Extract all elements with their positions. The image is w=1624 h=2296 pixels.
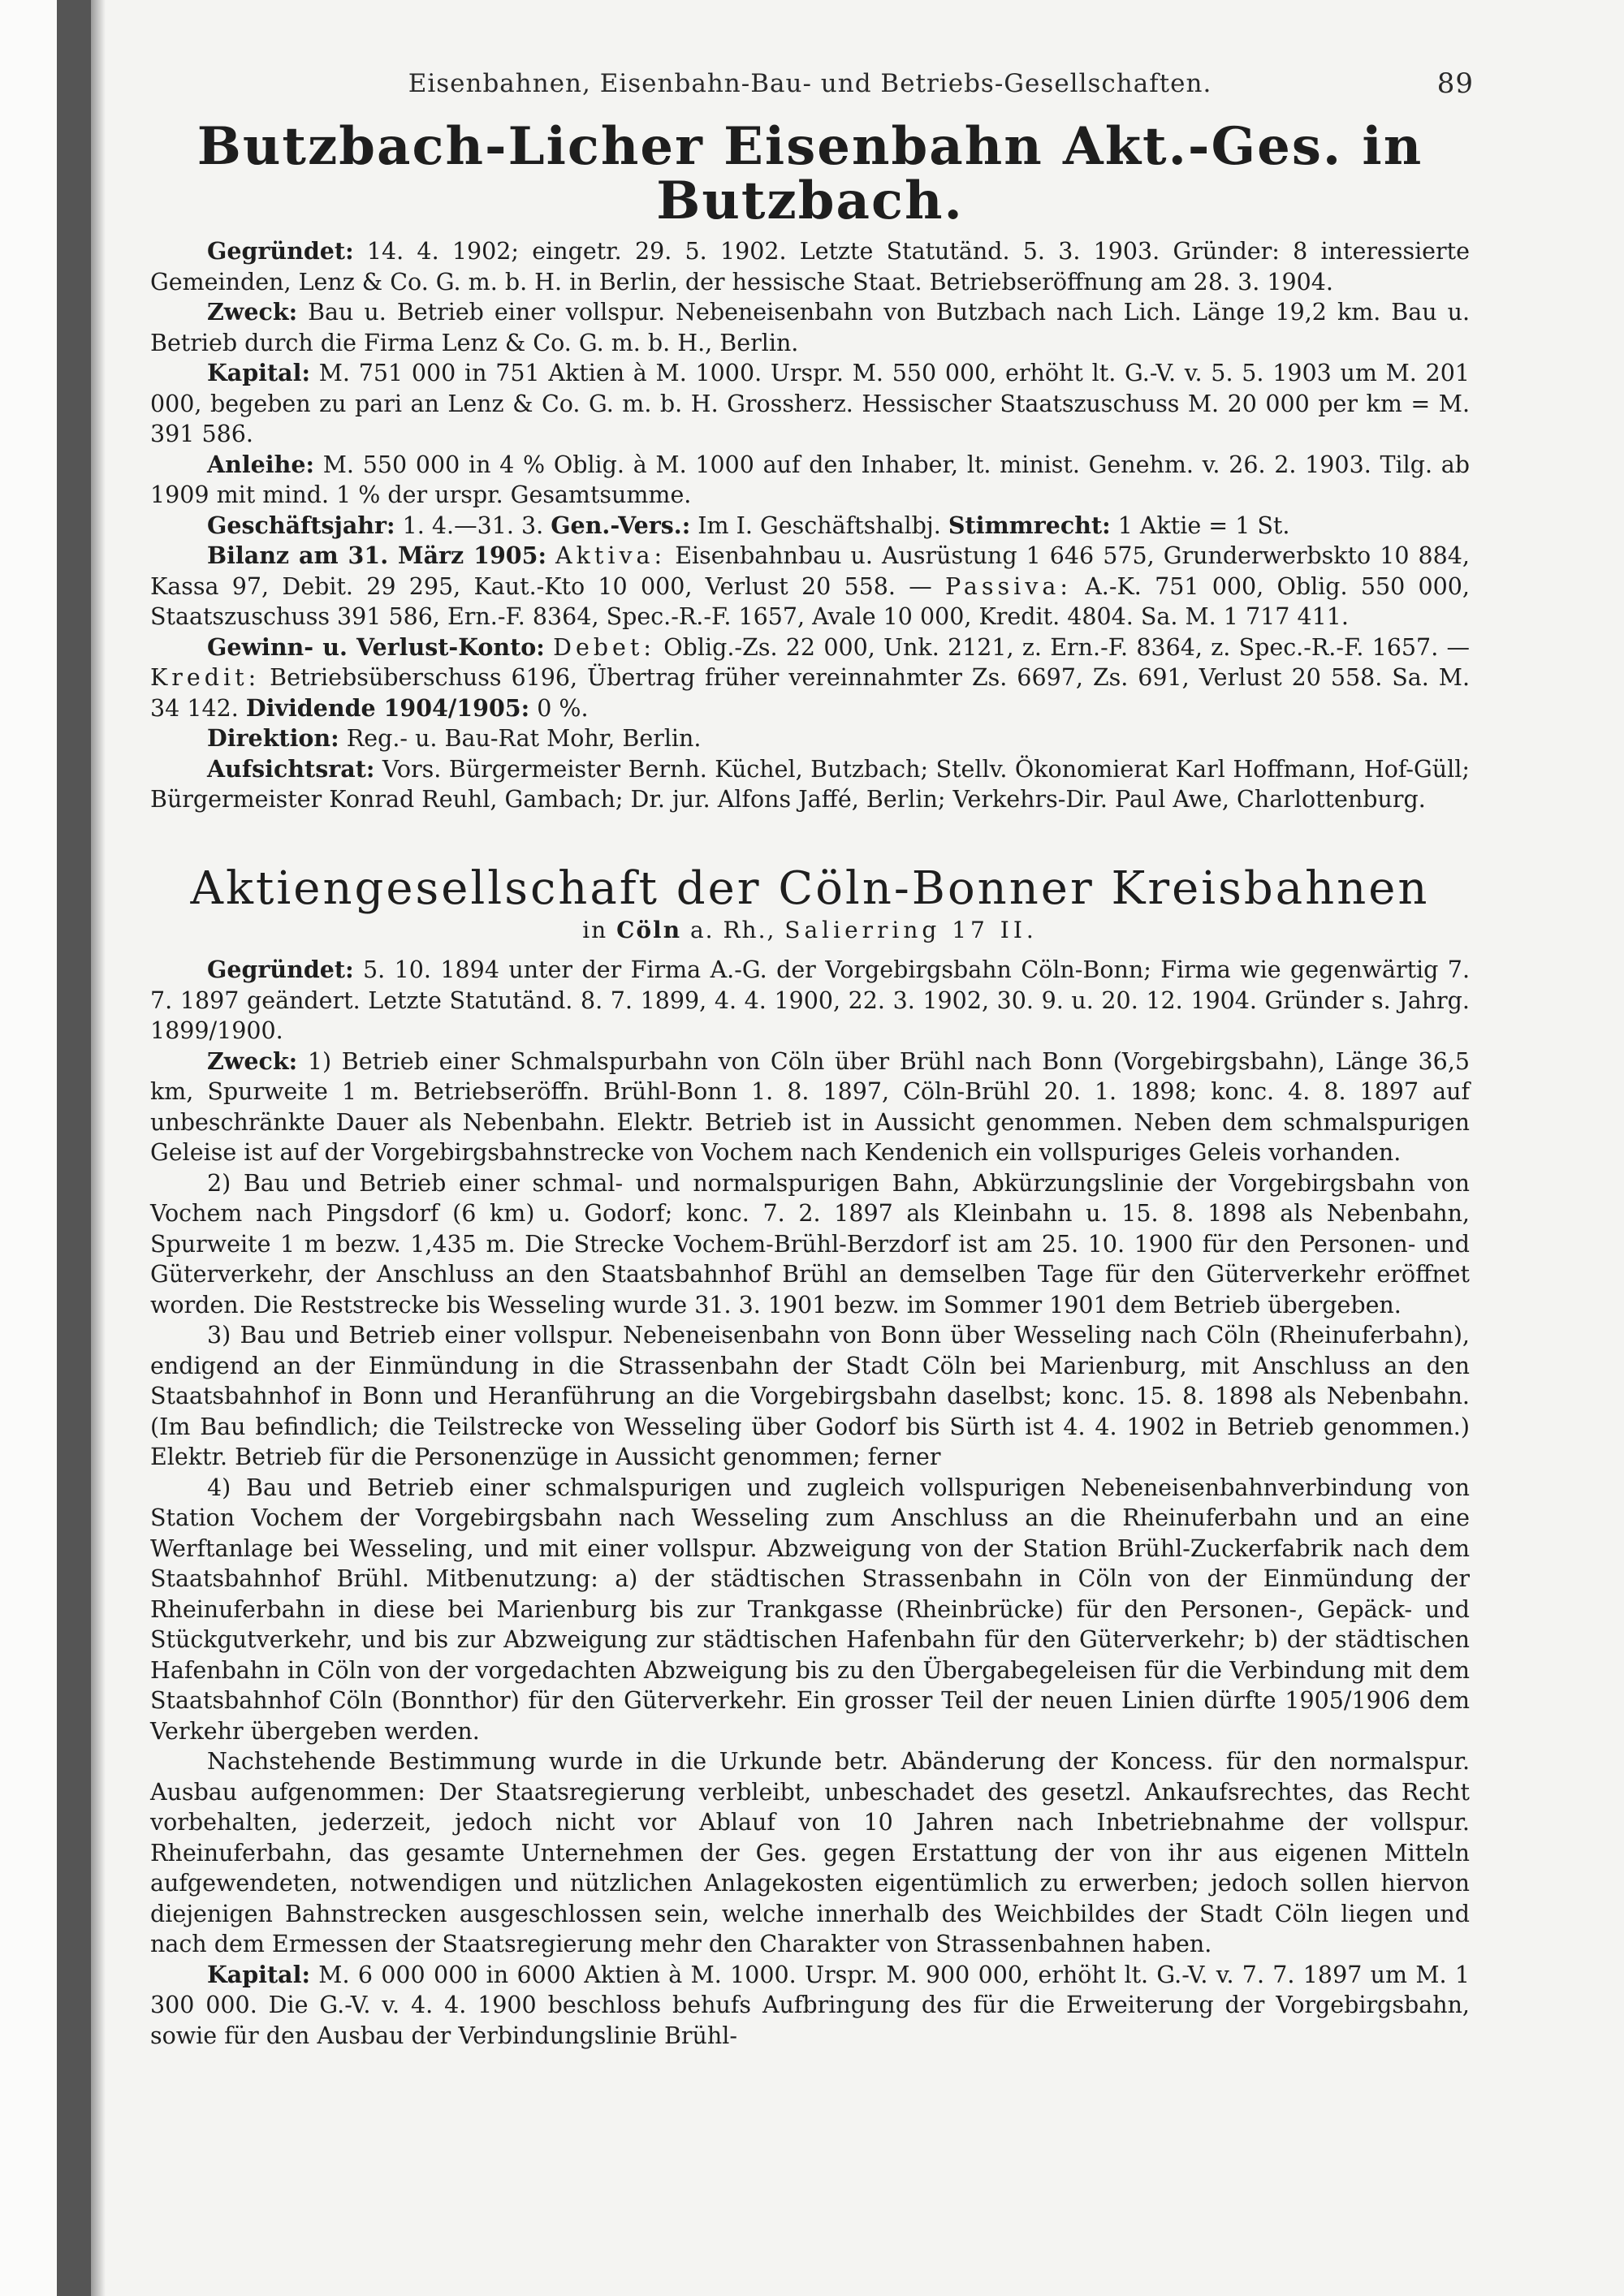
c1-direktion-text: Reg.- u. Bau-Rat Mohr, Berlin. <box>346 725 702 753</box>
c2-zweck-label: Zweck: <box>207 1047 298 1075</box>
c2-zweck <box>150 1047 1470 1168</box>
c1-passiva-label: Passiva: <box>944 572 1072 600</box>
c2-sub-address: Salierring 17 II. <box>784 917 1038 944</box>
c2-zweck-2: 2) Bau und Betrieb einer schmal- und normalspurigen Bahn, Abkürzungslinie der Vorgebirgsbahn von Vochem nach Pingsdorf (6 km) u. Godorf; konc. 7. 2. 1897 als Kleinbahn u. 15. 8. 1898 als Nebenbahn, Spurweite 1 m bezw. 1,435 m. Die Strecke Vochem-Brühl-Berzdorf ist am 25. 10. 1900 für den Personen- und Güterverkehr, der Anschluss an den Staatsbahnhof Brühl an demselben Tage für den Güterverkehr eröffnet worden. Die Reststrecke bis Wesseling wurde 31. 3. 1901 bezw. im Sommer 1901 dem Betrieb übergeben. <box>150 1169 1470 1318</box>
c1-direktion <box>150 723 1470 754</box>
company2-subtitle <box>150 917 1470 943</box>
c1-gegruendet-text: 14. 4. 1902; eingetr. 29. 5. 1902. Letzte Statutänd. 5. 3. 1903. Gründer: 8 interessierte Gemeinden, Lenz & Co. G. m. b. H. in Berlin, der hessische Staat. Betriebseröffnung am 28. 3. 1904. <box>150 238 1470 296</box>
company1-title: Butzbach-Licher Eisenbahn Akt.-Ges. in Butzbach. <box>197 116 1423 232</box>
c2-sub-rest: a. Rh., <box>689 917 776 944</box>
page <box>150 61 1474 2051</box>
running-header <box>150 61 1474 110</box>
c1-stimmrecht-text: 1 Aktie = 1 St. <box>1117 511 1290 539</box>
c1-gj-text: 1. 4.—31. 3. <box>402 511 544 539</box>
c1-aktiva-text: Eisenbahnbau u. Ausrüstung 1 646 575, Grunderwerbskto 10 884, Kassa 97, Debit. 29 295, Kaut.-Kto 10 000, Verlust 20 558. — <box>150 542 1470 600</box>
c2-zweck-1: 1) Betrieb einer Schmalspurbahn von Cöln über Brühl nach Bonn (Vorgebirgsbahn), Länge 36,5 km, Spurweite 1 m. Betriebseröffn. Brühl-Bonn 1. 8. 1897, Cöln-Brühl 20. 1. 1898; konc. 4. 8. 1897 auf unbeschränkte Dauer als Nebenbahn. Elektr. Betrieb ist in Aussicht genommen. Neben dem schmalspurigen Geleise ist auf der Vorgebirgsbahnstrecke von Vochem nach Kendenich ein vollspuriges Geleis vorhanden. <box>150 1047 1471 1167</box>
c1-guv-label: Gewinn- u. Verlust-Konto: <box>207 632 545 661</box>
c2-gegruendet-label: Gegründet: <box>207 956 354 984</box>
c1-zweck-label: Zweck: <box>207 298 298 326</box>
spine-shadow <box>91 0 106 2296</box>
c1-zweck <box>150 297 1470 358</box>
c1-stimmrecht-label: Stimmrecht: <box>948 511 1111 539</box>
left-margin <box>0 0 57 2296</box>
c2-gegruendet <box>150 955 1470 1047</box>
header-title: Eisenbahnen, Eisenbahn-Bau- und Betriebs-Gesellschaften. <box>408 69 1212 98</box>
c1-kapital-label: Kapital: <box>207 359 310 387</box>
company2-title: Aktiengesellschaft der Cöln-Bonner Kreisbahnen <box>190 861 1430 915</box>
c1-anleihe-text: M. 550 000 in 4 % Oblig. à M. 1000 auf den Inhaber, lt. minist. Genehm. v. 26. 2. 1903. Tilg. ab 1909 mit mind. 1 % der urspr. Gesamtsumme. <box>150 451 1470 509</box>
c1-gegruendet-label: Gegründet: <box>207 237 354 265</box>
c1-anleihe <box>150 450 1470 511</box>
c1-direktion-label: Direktion: <box>207 724 339 753</box>
c1-kapital <box>150 358 1470 450</box>
c2-kapital-label: Kapital: <box>207 1960 310 1988</box>
c2-zweck-4: 4) Bau und Betrieb einer schmalspurigen und zugleich vollspurigen Nebeneisenbahnverbindung von Station Vochem der Vorgebirgsbahn nach Wesseling zum Anschluss an die Rheinuferbahn und an eine Werftanlage bei Wesseling, und mit einer vollspur. Abzweigung von der Station Brühl-Zuckerfabrik nach dem Staatsbahnhof Brühl. Mitbenutzung: a) der städtischen Strassenbahn in Cöln von der Einmündung der Rheinuferbahn in diese bei Marienburg bis zur Trankgasse (Rheinbrücke) für den Personen-, Gepäck- und Stückgutverkehr, und bis zur Abzweigung zur städtischen Hafenbahn für den Güterverkehr; b) der städtischen Hafenbahn in Cöln von der vorgedachten Abzweigung bis zu den Übergabegeleisen für die Verbindung mit dem Staatsbahnhof Cöln (Bonnthor) für den Güterverkehr. Ein grosser Teil der neuen Linien dürfte 1905/1906 dem Verkehr übergeben werden. <box>150 1474 1470 1745</box>
c1-bilanz <box>150 541 1470 632</box>
c1-genvers-label: Gen.-Vers.: <box>551 511 691 539</box>
c1-bilanz-label: Bilanz am 31. März 1905: <box>207 542 546 570</box>
page-number: 89 <box>1436 67 1474 100</box>
c1-guv <box>150 632 1470 724</box>
c1-aufsichtsrat-text: Vors. Bürgermeister Bernh. Küchel, Butzbach; Stellv. Ökonomierat Karl Hoffmann, Hof-Güll; Bürgermeister Konrad Reuhl, Gambach; Dr. jur. Alfons Jaffé, Berlin; Verkehrs-Dir. Paul Awe, Charlottenburg. <box>150 755 1470 814</box>
c1-gegruendet <box>150 236 1470 297</box>
c1-anleihe-label: Anleihe: <box>207 450 314 478</box>
c2-nachstehende: Nachstehende Bestimmung wurde in die Urkunde betr. Abänderung der Koncess. für den normalspur. Ausbau aufgenommen: Der Staatsregierung verbleibt, unbeschadet des gesetzl. Ankaufsrechtes, das Recht vorbehalten, jederzeit, jedoch nicht vor Ablauf von 10 Jahren nach Inbetriebnahme der vollspur. Rheinuferbahn, das gesamte Unternehmen der Ges. gegen Erstattung der von ihr aus eigenen Mitteln aufgewendeten, notwendigen und nützlichen Anlagekosten eigentümlich zu erwerben; jedoch sollen hiervon diejenigen Bahnstrecken ausgeschlossen sein, welche innerhalb des Weichbildes der Stadt Cöln liegen und nach dem Ermessen der Staatsregierung mehr den Charakter von Strassenbahnen haben. <box>150 1748 1470 1958</box>
c1-kredit-text: Betriebsüberschuss 6196, Übertrag früher vereinnahmter Zs. 6697, Zs. 691, Verlust 20 558. Sa. M. 34 142. <box>150 664 1470 722</box>
c2-sub-in: in <box>582 917 608 944</box>
c1-kredit-label: Kredit: <box>150 664 261 692</box>
c1-zweck-text: Bau u. Betrieb einer vollspur. Nebeneisenbahn von Butzbach nach Lich. Länge 19,2 km. Bau u. Betrieb durch die Firma Lenz & Co. G. m. b. H., Berlin. <box>150 299 1471 356</box>
book-spine <box>57 0 91 2296</box>
c2-zweck-3: 3) Bau und Betrieb einer vollspur. Nebeneisenbahn von Bonn über Wesseling nach Cöln (Rheinuferbahn), endigend an der Einmündung in die Strassenbahn der Stadt Cöln bei Marienburg, mit Anschluss an den Staatsbahnhof in Bonn und Heranführung an die Vorgebirgsbahn daselbst; konc. 15. 8. 1898 als Nebenbahn. (Im Bau befindlich; die Teilstrecke von Wesseling über Godorf bis Sürth ist 4. 4. 1902 in Betrieb genommen.) Elektr. Betrieb für die Personenzüge in Aussicht genommen; ferner <box>150 1322 1470 1471</box>
c1-geschaeftsjahr <box>150 511 1470 542</box>
c2-kapital-text: M. 6 000 000 in 6000 Aktien à M. 1000. Urspr. M. 900 000, erhöht lt. G.-V. v. 7. 7. 1897 um M. 1 300 000. Die G.-V. v. 4. 4. 1900 beschloss behufs Aufbringung des für die Erweiterung der Vorgebirgsbahn, sowie für den Ausbau der Verbindungslinie Brühl- <box>150 1961 1470 2049</box>
c1-passiva-text: A.-K. 751 000, Oblig. 550 000, Staatszuschuss 391 586, Ern.-F. 8364, Spec.-R.-F. 1657, Avale 10 000, Kredit. 4804. Sa. M. 1 717 411. <box>150 572 1470 631</box>
c1-genvers-text: Im I. Geschäftshalbj. <box>698 511 941 539</box>
c1-aufsichtsrat-label: Aufsichtsrat: <box>207 754 375 783</box>
c1-dividende-text: 0 %. <box>537 694 589 722</box>
c1-dividende-label: Dividende 1904/1905: <box>245 693 530 722</box>
c1-gj-label: Geschäftsjahr: <box>207 511 395 539</box>
c2-sub-city: Cöln <box>616 917 682 944</box>
c1-debet-text: Oblig.-Zs. 22 000, Unk. 2121, z. Ern.-F. 8364, z. Spec.-R.-F. 1657. — <box>663 633 1471 661</box>
c1-debet-label: Debet: <box>553 633 655 661</box>
c2-gegruendet-text: 5. 10. 1894 unter der Firma A.-G. der Vorgebirgsbahn Cöln-Bonn; Firma wie gegenwärtig 7. 7. 1897 geändert. Letzte Statutänd. 8. 7. 1899, 4. 4. 1900, 22. 3. 1902, 30. 9. u. 20. 12. 1904. Gründer s. Jahrg. 1899/1900. <box>150 956 1471 1045</box>
c1-aktiva-label: Aktiva: <box>555 542 667 570</box>
c1-aufsichtsrat <box>150 754 1470 815</box>
c2-kapital <box>150 1960 1470 2052</box>
c1-kapital-text: M. 751 000 in 751 Aktien à M. 1000. Urspr. M. 550 000, erhöht lt. G.-V. v. 5. 5. 1903 um M. 201 000, begeben zu pari an Lenz & Co. G. m. b. H. Grossherz. Hessischer Staatszuschuss M. 20 000 per km = M. 391 586. <box>150 360 1471 448</box>
